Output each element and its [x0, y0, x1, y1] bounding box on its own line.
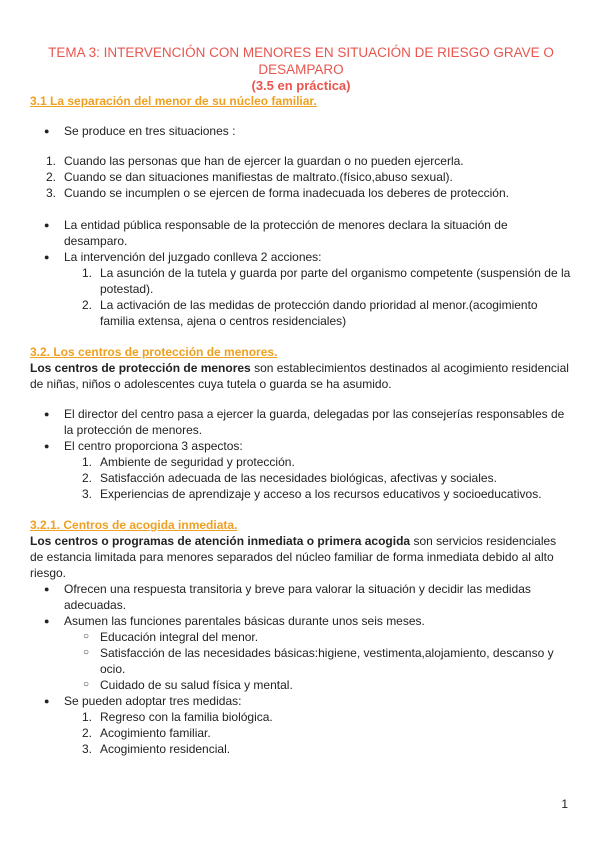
- page-number: 1: [561, 797, 568, 811]
- list-item: ● Se pueden adoptar tres medidas:: [64, 693, 572, 709]
- list-item: 3. Acogimiento residencial.: [82, 742, 231, 756]
- bullet-list: [30, 581, 572, 629]
- list-item: ○ Cuidado de su salud física y mental.: [100, 677, 572, 693]
- document-title: TEMA 3: INTERVENCIÓN CON MENORES EN SITUACIÓN DE RIESGO GRAVE O DESAMPARO: [48, 45, 554, 77]
- list-item: 1. Cuando las personas que han de ejercer la guardan o no pueden ejercerla.: [46, 154, 464, 168]
- numbered-list-aspects: [30, 454, 572, 502]
- bullet-list: [30, 217, 572, 265]
- list-item: ● El centro proporciona 3 aspectos:: [64, 438, 572, 454]
- list-item: 3. Experiencias de aprendizaje y acceso a los recursos educativos y socioeducativos.: [82, 487, 542, 501]
- numbered-list-measures: [30, 709, 572, 757]
- document-subtitle: (3.5 en práctica): [251, 78, 351, 93]
- list-item: 3. Cuando se incumplen o se ejercen de forma inadecuada los deberes de protección.: [46, 186, 509, 200]
- bullet-list: [30, 123, 572, 139]
- list-item: 1. Ambiente de seguridad y protección.: [82, 455, 295, 469]
- list-item: ○ Satisfacción de las necesidades básicas:higiene, vestimenta,alojamiento, descanso y ocio.: [100, 645, 572, 677]
- section-heading-3-1: 3.1 La separación del menor de su núcleo familiar.: [30, 94, 317, 108]
- list-item: ○ Educación integral del menor.: [100, 629, 572, 645]
- numbered-list-actions: [30, 265, 572, 329]
- list-item: 1. Regreso con la familia biológica.: [82, 710, 273, 724]
- list-item: 2. Cuando se dan situaciones manifiestas de maltrato.(físico,abuso sexual).: [46, 170, 453, 184]
- list-item: ● Asumen las funciones parentales básicas durante unos seis meses.: [64, 613, 572, 629]
- list-item: 2. Acogimiento familiar.: [82, 726, 211, 740]
- list-item: 2. Satisfacción adecuada de las necesidades biológicas, afectivas y sociales.: [82, 471, 497, 485]
- list-item: ● La intervención del juzgado conlleva 2 acciones:: [64, 249, 572, 265]
- list-item: ● La entidad pública responsable de la protección de menores declara la situación de desamparo.: [64, 217, 572, 249]
- section-3-2-paragraph: Los centros de protección de menores son establecimientos destinados al acogimiento residencial de niñas, niños o adolescentes cuya tutela o guarda se ha asumido.: [30, 361, 569, 391]
- document-page: [30, 44, 572, 757]
- list-item: ● El director del centro pasa a ejercer la guarda, delegadas por las consejerías responsables de la protección de menores.: [64, 406, 572, 438]
- list-item: ● Se produce en tres situaciones :: [64, 123, 572, 139]
- list-item: ● Ofrecen una respuesta transitoria y breve para valorar la situación y decidir las medidas adecuadas.: [64, 581, 572, 613]
- bullet-list: [30, 693, 572, 709]
- section-heading-3-2-1: 3.2.1. Centros de acogida inmediata.: [30, 518, 238, 532]
- bullet-list: [30, 406, 572, 454]
- section-heading-3-2: 3.2. Los centros de protección de menores.: [30, 345, 278, 359]
- section-3-2-1-paragraph: Los centros o programas de atención inmediata o primera acogida son servicios residenciales de estancia limitada para menores separados del núcleo familiar de forma inmediata debido al alto riesgo.: [30, 534, 557, 580]
- list-item: 1. La asunción de la tutela y guarda por parte del organismo competente (suspensión de la potestad).: [82, 266, 571, 296]
- numbered-list-situations: [30, 153, 572, 201]
- list-item: 2. La activación de las medidas de protección dando prioridad al menor.(acogimiento familia extensa, ajena o centros residenciales): [82, 298, 538, 328]
- sub-bullet-list-functions: [30, 629, 572, 693]
